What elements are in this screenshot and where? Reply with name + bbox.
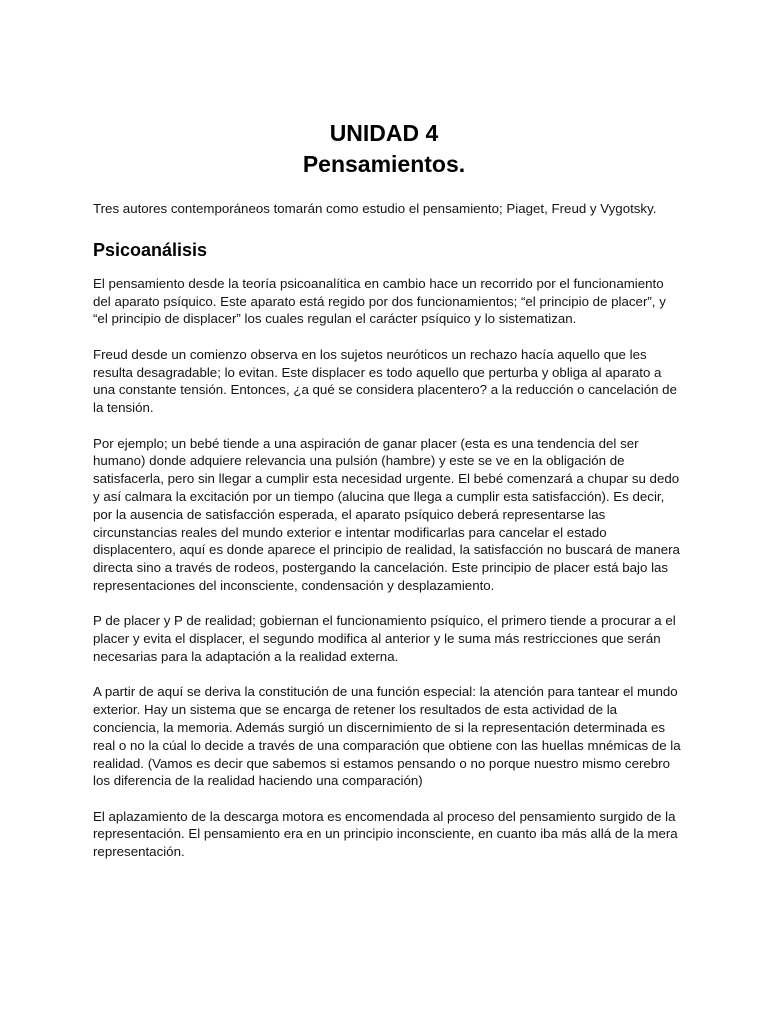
body-paragraph-2: Freud desde un comienzo observa en los sujetos neuróticos un rechazo hacía aquello que les resulta desagradable; lo evitan. Este displacer es todo aquello que perturba y obliga al aparato a una constante tensión. Entonces, ¿a qué se considera placentero? a la reducción o cancelación de la tensión. [93,346,677,416]
document-title [0,118,768,180]
body-paragraph-1: El pensamiento desde la teoría psicoanalítica en cambio hace un recorrido por el funcionamiento del aparato psíquico. Este aparato está regido por dos funcionamientos; “el principio de placer”, y “el principio de displacer” los cuales regulan el carácter psíquico y lo sistematizan. [93,275,666,327]
section-heading: Psicoanálisis [93,239,208,260]
intro-paragraph: Tres autores contemporáneos tomarán como estudio el pensamiento; Piaget, Freud y Vygotsky. [93,201,657,216]
body-paragraph-3: Por ejemplo; un bebé tiende a una aspiración de ganar placer (esta es una tendencia del ser humano) donde adquiere relevancia una pulsión (hambre) y este se ve en la obligación de satisfacerla, pero sin llegar a cumplir esta necesidad urgente. El bebé comenzará a chupar su dedo y así calmara la excitación por un tiempo (alucina que llega a cumplir esta satisfacción). Es decir, por la ausencia de satisfacción esperada, el aparato psíquico deberá representarse las circunstancias reales del mundo exterior e intentar modificarlas para cancelar el estado displacentero, aquí es donde aparece el principio de realidad, la satisfacción no buscará de manera directa sino a través de rodeos, postergando la cancelación. Este principio de placer está bajo las representaciones del inconsciente, condensación y desplazamiento. [93,435,680,593]
body-paragraph-5: A partir de aquí se deriva la constitución de una función especial: la atención para tantear el mundo exterior. Hay un sistema que se encarga de retener los resultados de esta actividad de la conciencia, la memoria. Además surgió un discernimiento de si la representación determinada es real o no la cúal lo decide a través de una comparación que obtiene con las huellas mnémicas de la realidad. (Vamos es decir que sabemos si estamos pensando o no porque nuestro mismo cerebro los diferencia de la realidad haciendo una comparación) [93,684,681,789]
title-topic: Pensamientos. [302,151,466,177]
body-paragraph-4: P de placer y P de realidad; gobiernan el funcionamiento psíquico, el primero tiende a procurar a el placer y evita el displacer, el segundo modifica al anterior y le suma más restricciones que serán necesarias para la adaptación a la realidad externa. [93,613,676,664]
body-paragraph-6: El aplazamiento de la descarga motora es encomendada al proceso del pensamiento surgido de la representación. El pensamiento era en un principio inconsciente, en cuanto iba más allá de la mera representación. [93,808,678,860]
title-unit: UNIDAD 4 [329,120,439,146]
document-body [93,200,683,879]
